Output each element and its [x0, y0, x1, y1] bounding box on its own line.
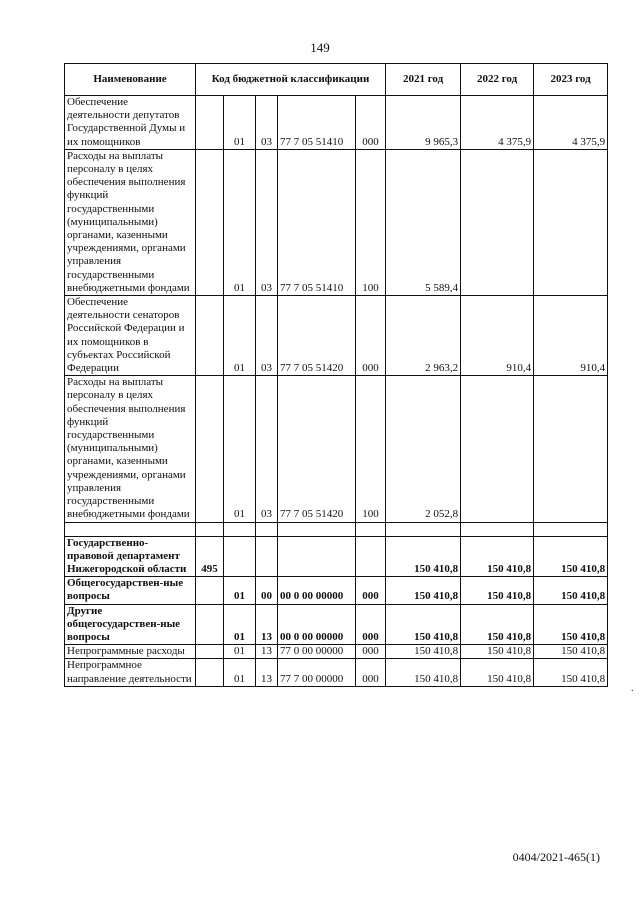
row-name: Другие общегосударствен-ные вопросы [65, 604, 196, 645]
code-target: 77 7 05 51410 [278, 96, 356, 150]
value-2023: 150 410,8 [534, 604, 608, 645]
code-subsection: 00 [256, 577, 278, 604]
value-2022 [461, 376, 534, 522]
row-name: Общегосударствен-ные вопросы [65, 577, 196, 604]
table-row [65, 659, 608, 686]
value-2021: 2 052,8 [386, 376, 461, 522]
table-row [65, 604, 608, 645]
code-expense-type: 100 [356, 149, 386, 295]
value-2021: 150 410,8 [386, 604, 461, 645]
code-admin [196, 604, 224, 645]
code-section: 01 [224, 96, 256, 150]
budget-table [64, 63, 608, 687]
code-target: 77 7 05 51420 [278, 296, 356, 376]
code-subsection: 13 [256, 604, 278, 645]
code-section: 01 [224, 659, 256, 686]
code-expense-type: 100 [356, 376, 386, 522]
value-2022: 150 410,8 [461, 577, 534, 604]
code-target: 77 0 00 00000 [278, 645, 356, 659]
header-code: Код бюджетной классификации [196, 64, 386, 96]
row-name: Непрограммное направление деятельности [65, 659, 196, 686]
table-row [65, 645, 608, 659]
value-2023: 150 410,8 [534, 659, 608, 686]
header-row [65, 64, 608, 96]
value-2021: 150 410,8 [386, 536, 461, 577]
code-expense-type: 000 [356, 659, 386, 686]
margin-mark: . [631, 683, 634, 694]
code-subsection: 03 [256, 149, 278, 295]
header-2021: 2021 год [386, 64, 461, 96]
header-name: Наименование [65, 64, 196, 96]
value-2023 [534, 376, 608, 522]
empty-cell [196, 522, 224, 536]
code-admin: 495 [196, 536, 224, 577]
empty-cell [65, 522, 196, 536]
value-2022: 150 410,8 [461, 645, 534, 659]
empty-cell [356, 522, 386, 536]
code-expense-type: 000 [356, 604, 386, 645]
document-code: 0404/2021-465(1) [512, 850, 600, 864]
code-section: 01 [224, 604, 256, 645]
row-name: Непрограммные расходы [65, 645, 196, 659]
code-expense-type: 000 [356, 296, 386, 376]
page-number: 149 [310, 40, 330, 55]
value-2022: 4 375,9 [461, 96, 534, 150]
code-target: 77 7 00 00000 [278, 659, 356, 686]
table-row [65, 577, 608, 604]
row-name: Обеспечение деятельности сенаторов Российской Федерации и их помощников в субъектах Российской Федерации [65, 296, 196, 376]
value-2022: 150 410,8 [461, 659, 534, 686]
code-section: 01 [224, 645, 256, 659]
code-target: 00 0 00 00000 [278, 604, 356, 645]
value-2023: 150 410,8 [534, 645, 608, 659]
code-admin [196, 376, 224, 522]
table-row [65, 376, 608, 522]
value-2023: 150 410,8 [534, 536, 608, 577]
header-2022: 2022 год [461, 64, 534, 96]
value-2021: 5 589,4 [386, 149, 461, 295]
code-admin [196, 96, 224, 150]
value-2022: 150 410,8 [461, 604, 534, 645]
code-subsection: 13 [256, 645, 278, 659]
empty-cell [224, 522, 256, 536]
empty-cell [278, 522, 356, 536]
table-row [65, 296, 608, 376]
empty-cell [256, 522, 278, 536]
value-2022: 910,4 [461, 296, 534, 376]
code-target: 77 7 05 51420 [278, 376, 356, 522]
code-subsection [256, 536, 278, 577]
table-row [65, 96, 608, 150]
code-admin [196, 645, 224, 659]
code-expense-type [356, 536, 386, 577]
code-section: 01 [224, 149, 256, 295]
value-2021: 150 410,8 [386, 577, 461, 604]
value-2021: 150 410,8 [386, 659, 461, 686]
value-2021: 9 965,3 [386, 96, 461, 150]
spacer-row [65, 522, 608, 536]
code-admin [196, 149, 224, 295]
empty-cell [534, 522, 608, 536]
table-row [65, 536, 608, 577]
code-section: 01 [224, 296, 256, 376]
value-2023: 150 410,8 [534, 577, 608, 604]
row-name: Расходы на выплаты персоналу в целях обеспечения выполнения функций государственными (муниципальными) органами, казенными учреждениями, органами управления государственными внебюджетными фондами [65, 149, 196, 295]
value-2023: 910,4 [534, 296, 608, 376]
empty-cell [461, 522, 534, 536]
row-name: Государственно-правовой департамент Нижегородской области [65, 536, 196, 577]
code-target: 00 0 00 00000 [278, 577, 356, 604]
table-row [65, 149, 608, 295]
code-subsection: 13 [256, 659, 278, 686]
code-subsection: 03 [256, 96, 278, 150]
header-2023: 2023 год [534, 64, 608, 96]
code-admin [196, 296, 224, 376]
code-expense-type: 000 [356, 96, 386, 150]
code-target: 77 7 05 51410 [278, 149, 356, 295]
value-2021: 2 963,2 [386, 296, 461, 376]
code-expense-type: 000 [356, 577, 386, 604]
code-section: 01 [224, 376, 256, 522]
value-2023 [534, 149, 608, 295]
code-expense-type: 000 [356, 645, 386, 659]
row-name: Обеспечение деятельности депутатов Государственной Думы и их помощников [65, 96, 196, 150]
value-2023: 4 375,9 [534, 96, 608, 150]
value-2022 [461, 149, 534, 295]
code-subsection: 03 [256, 376, 278, 522]
code-subsection: 03 [256, 296, 278, 376]
code-admin [196, 659, 224, 686]
value-2021: 150 410,8 [386, 645, 461, 659]
row-name: Расходы на выплаты персоналу в целях обеспечения выполнения функций государственными (муниципальными) органами, казенными учреждениями, органами управления государственными внебюджетными фондами [65, 376, 196, 522]
code-admin [196, 577, 224, 604]
value-2022: 150 410,8 [461, 536, 534, 577]
empty-cell [386, 522, 461, 536]
code-section: 01 [224, 577, 256, 604]
code-target [278, 536, 356, 577]
code-section [224, 536, 256, 577]
